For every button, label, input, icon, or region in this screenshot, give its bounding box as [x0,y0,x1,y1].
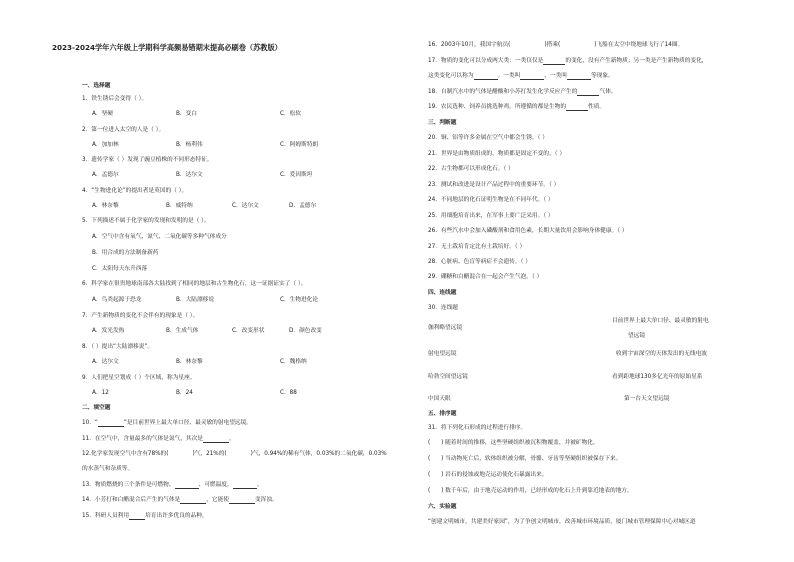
question-15: 15．科研人员利用 培育出许多优良的品种。 [82,513,208,519]
q17-blank-3[interactable] [520,73,544,80]
question-5: 5．下列描述不属于化学家的发现和发明的是（ ）。 [82,218,210,224]
match-right-4: 第一台天文望远镜 [624,396,670,402]
question-30: 30．连线题 [428,305,458,311]
question-3: 3．遗传学家（ ）发现了豌豆植株的不同形态特征。 [82,157,213,163]
question-16: 16．2003年10月，我国宇航员( )搭乘( )飞船在太空中绕地球飞行了14圈。 [428,42,684,48]
question-25: 25．用细胞培育出来，在军事上要广泛采用。（ ） [428,213,554,219]
question-6: 6．科学家在很贵地球南部各大陆找到了相同的地层和古生物化石，这一证据证实了（ ）。 [82,281,307,287]
question-24: 24．不同地层的化石证明生物是在不同年代。（ ） [428,197,554,203]
q4-option-a: A．林奈黎 [92,203,119,209]
q13-blank-2[interactable] [233,482,257,489]
q3-option-a: A．孟德尔 [92,172,119,178]
q31-item-1-paren[interactable]: ( ) [428,440,444,446]
question-4: 4．“生物进化论”的提出者是英国的（ ）。 [82,188,188,194]
q17-blank-1[interactable] [543,58,565,65]
q5-option-c: C．太阳每天东升西落 [92,266,148,272]
q8-option-c: C．魏格纳 [280,359,307,365]
question-17: 17．物质的变化可以分成两大类：一类仅仅是 的变化，没有产生新物质；另一类是产生新物质的变化， [428,58,708,64]
q8-option-b: B．林奈黎 [176,359,203,365]
q9-option-a: A．12 [92,390,109,396]
q4-option-d: D．孟德尔 [289,203,317,209]
q2-option-b: B．杨利伟 [176,142,203,148]
question-27: 27．无土栽培肯定比有土栽培好。（ ） [428,244,526,250]
q4-option-b: B．威特纳 [166,203,193,209]
q13-blank-1[interactable] [175,482,199,489]
q8-option-a: A．达尔文 [92,359,119,365]
question-23: 23．测试和改进是设计产品过程中的重要环节。（ ） [428,182,560,188]
section-order: 五、排序题 [428,411,457,417]
question-32: “创建文明城市，共建美好家园”，为了争创文明城市，改善城市环境品质，厦门城市管理保障中心对城区道 [428,519,696,525]
match-left-3: 哈勃空间望远镜 [428,374,468,380]
question-26: 26．有些汽水中会加入磷酸剂和食用色素，长期大量饮用会影响身体健康。（ ） [428,228,628,234]
match-right-1: 目前世界上最大单口径、最灵敏的射电 [612,318,709,324]
q7-option-b: B．生成气体 [166,328,199,334]
question-22: 22．古生物都可以形成化石。（ ） [428,166,514,172]
question-14: 14．小芳打和白醋混合后产生的气体是 ，它能使 变浑浊。 [82,497,278,503]
match-left-2: 射电望远镜 [428,351,457,357]
q1-option-b: B．变白 [176,111,197,117]
q17-blank-2[interactable] [474,73,498,80]
section-judge: 三、判断题 [428,120,457,126]
section-fill: 二、填空题 [82,405,111,411]
q9-option-c: C．88 [280,390,297,396]
q9-option-b: B．24 [176,390,193,396]
question-8: 8．（ ）提出“大陆漂移说”。 [82,344,154,350]
q17-blank-4[interactable] [567,73,591,80]
q7-option-d: D．颜色改变 [289,328,322,334]
match-right-1-cont: 望远镜 [628,333,646,339]
match-right-2: 收到宇宙深空的天体发出的无线电波 [616,351,707,357]
q31-item-2: ( ) 当动物死亡后，软体组织被分解，骨骼、牙齿等坚硬组织被保存下来。 [428,456,622,462]
q4-option-c: C．达尔文 [232,203,259,209]
question-2: 2．第一位进入太空的人是（ ）。 [82,127,165,133]
question-20: 20．铜、铝等许多金属在空气中都会生锈。（ ） [428,135,548,141]
question-29: 29．硼糖和白醋混合在一起会产生气泡。（ ） [428,274,543,280]
q6-option-c: C．生物进化论 [280,297,319,303]
q14-blank-1[interactable] [180,497,206,504]
question-10: 10．“ ”是目前世界上最大单口径、最灵敏的射电望远镜。 [82,420,252,426]
q31-item-4: ( ) 数千年后，由于地壳运动的作用，已经形成的化石上升到靠近地表的地方。 [428,488,633,494]
q7-option-a: A．发光发热 [92,328,125,334]
q5-option-a: A．空气中含有氧气、氮气、二氧化碳等多种气体成分 [92,234,227,240]
q31-item-2-paren[interactable]: ( ) [428,456,444,462]
question-19: 19．农民选种、饲养员挑选种鸡，所遵循的都是生物的 性质。 [428,104,606,110]
q15-blank[interactable] [129,513,145,520]
q19-blank[interactable] [566,104,588,111]
q1-option-a: A．坚硬 [92,111,113,117]
match-left-4: 中国天眼 [428,396,451,402]
q31-item-3-paren[interactable]: ( ) [428,472,444,478]
question-7: 7．产生新物质的变化不会伴有的现象是（ ）。 [82,313,199,319]
q31-item-4-paren[interactable]: ( ) [428,488,444,494]
q31-item-3: ( ) 岩石的侵蚀或地壳运动使化石暴露出来。 [428,472,548,478]
q10-blank[interactable] [98,420,124,427]
question-12: 12.化学家发现空气中含有78%的( )气，21%的( )气，0.94%的稀有气体，0.03%的二氧化碳，0.03% [82,451,387,457]
q18-blank[interactable] [577,89,599,96]
q6-option-b: B．大陆漂移说 [176,297,215,303]
section-experiment: 六、实验题 [428,504,457,510]
question-17-cont: 这类变化可以称为 。一类叫 ，一类叫 等现象。 [428,73,614,79]
q2-option-a: A．加加林 [92,142,119,148]
section-choice: 一、选择题 [82,83,111,89]
question-9: 9．人们把星空划成（ ）个区域，称为星座。 [82,375,196,381]
section-match: 四、连线题 [428,290,457,296]
question-28: 28．心脏病、色盲等病症不会遗传。（ ） [428,259,531,265]
question-1: 1．铁生锈后会变得（ ）。 [82,96,148,102]
question-31: 31．将下列化石形成的过程进行排序。 [428,425,527,431]
question-11: 11．在空气中，含量最多的气体是氮气，其次是 。 [82,436,235,442]
question-18: 18．自制汽水中的气体是醋酸和小苏打发生化学反应产生的 气体。 [428,89,617,95]
q3-option-b: B．达尔文 [176,172,203,178]
q7-option-c: C．改变形状 [232,328,265,334]
q14-blank-2[interactable] [229,497,255,504]
q3-option-c: C．爱因斯坦 [280,172,313,178]
q31-item-1: ( ) 随着时间的推移，这些坚硬组织被沉积物覆盖，并被矿物化。 [428,440,599,446]
q2-option-c: C．阿姆斯特朗 [280,142,319,148]
page-title: 2023-2024学年六年级上学期科学高频易错期末提高必刷卷（苏教版） [52,43,282,52]
q6-option-a: A．鸟类起源于恐龙 [92,297,142,303]
match-left-1: 伽利略望远镜 [428,325,463,331]
q5-option-b: B．用合成的方法制备新药 [92,250,159,256]
question-13: 13．物质燃烧的三个条件是可燃物、 、可燃温度， 。 [82,482,263,488]
q11-blank[interactable] [203,436,229,443]
q1-option-c: C．松软 [280,111,302,117]
match-right-3: 看到距地球130多亿光年的原始星系 [612,374,703,380]
question-12-cont: 的水蒸气和杂质等。 [82,466,134,472]
question-21: 21．世界是由物质组成的，物质都是固定不变的。（ ） [428,151,566,157]
